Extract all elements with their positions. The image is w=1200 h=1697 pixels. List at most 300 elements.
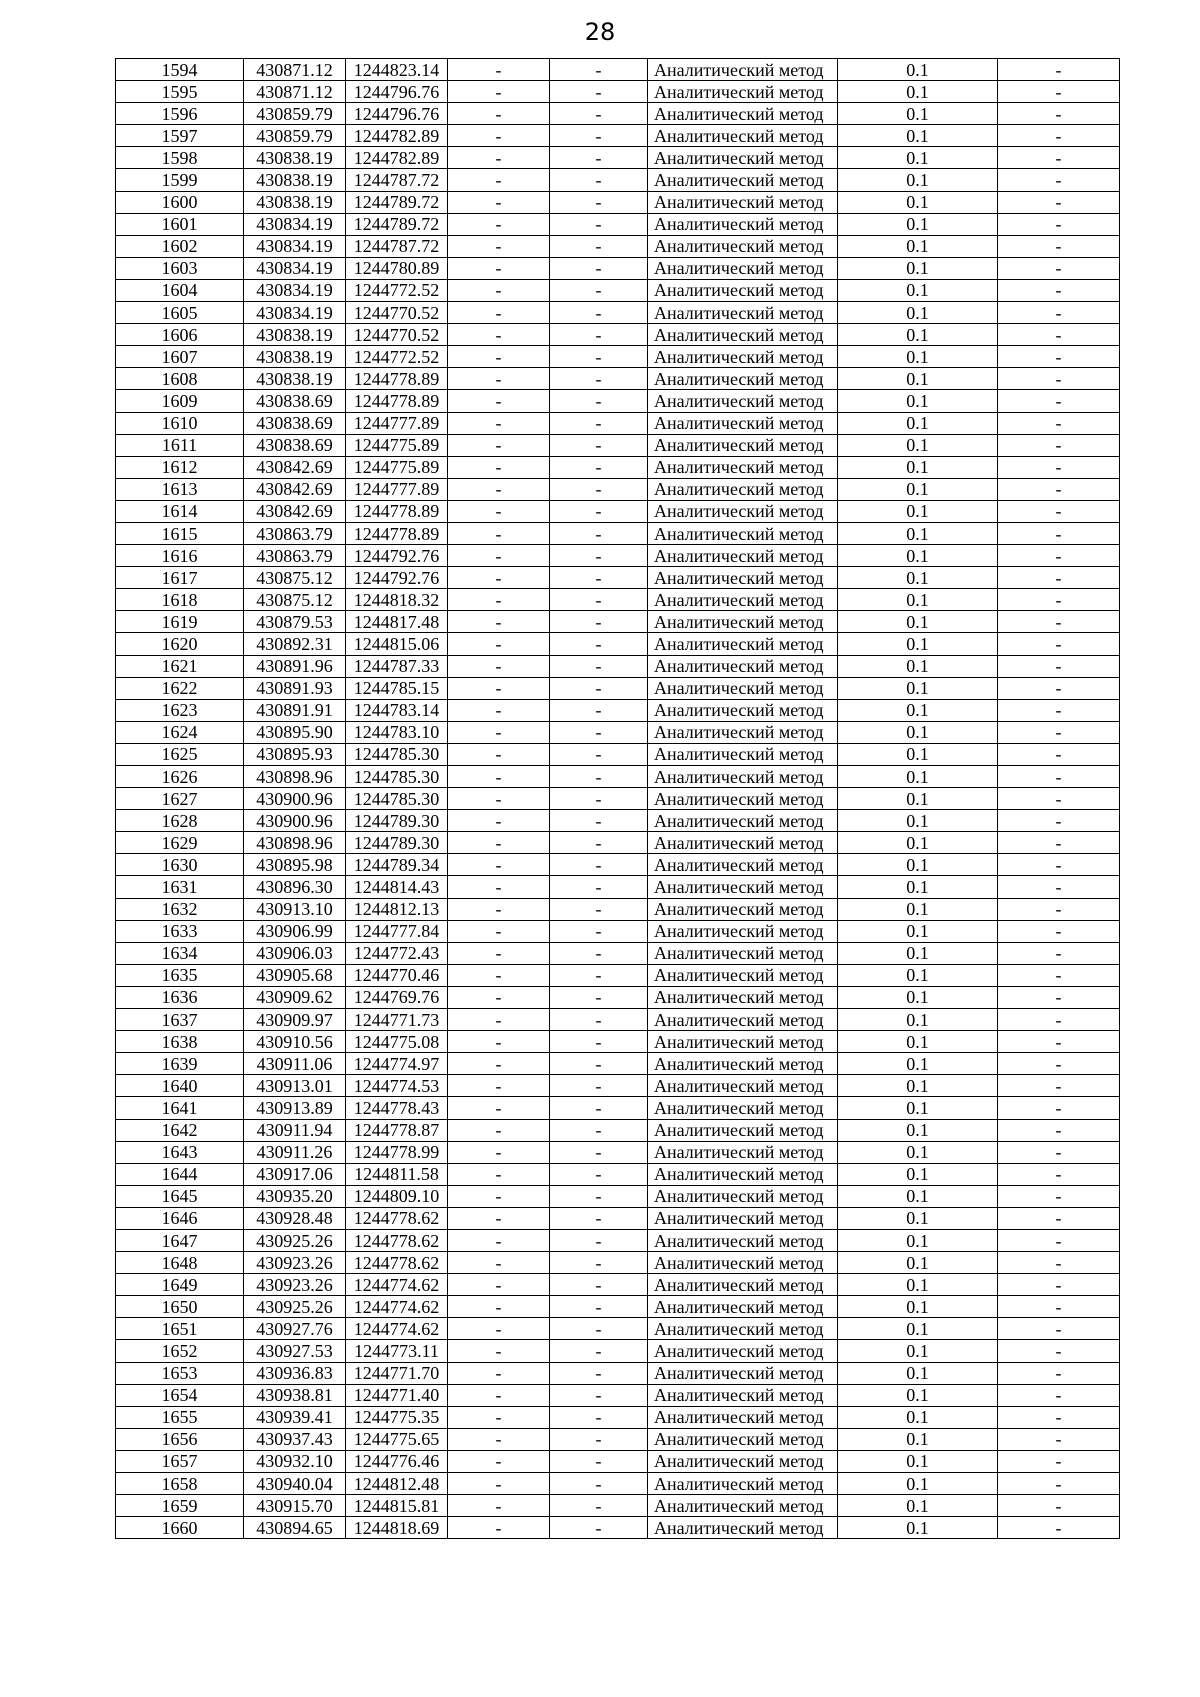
x-coordinate-cell: 430834.19	[244, 302, 346, 324]
method-cell: Аналитический метод	[648, 390, 838, 412]
dash-cell: -	[998, 788, 1120, 810]
point-number-cell: 1627	[116, 788, 244, 810]
point-number-cell: 1654	[116, 1384, 244, 1406]
dash-cell: -	[448, 1229, 550, 1251]
method-cell: Аналитический метод	[648, 346, 838, 368]
dash-cell: -	[448, 1031, 550, 1053]
method-cell: Аналитический метод	[648, 655, 838, 677]
accuracy-cell: 0.1	[838, 964, 998, 986]
y-coordinate-cell: 1244778.87	[346, 1119, 448, 1141]
accuracy-cell: 0.1	[838, 500, 998, 522]
method-cell: Аналитический метод	[648, 986, 838, 1008]
table-row	[116, 1473, 1120, 1495]
point-number-cell: 1643	[116, 1141, 244, 1163]
accuracy-cell: 0.1	[838, 1517, 998, 1539]
dash-cell: -	[998, 1428, 1120, 1450]
table-row	[116, 1384, 1120, 1406]
y-coordinate-cell: 1244815.06	[346, 633, 448, 655]
method-cell: Аналитический метод	[648, 1207, 838, 1229]
x-coordinate-cell: 430906.03	[244, 942, 346, 964]
table-row	[116, 677, 1120, 699]
dash-cell: -	[998, 213, 1120, 235]
dash-cell: -	[998, 235, 1120, 257]
point-number-cell: 1594	[116, 59, 244, 81]
y-coordinate-cell: 1244773.11	[346, 1340, 448, 1362]
y-coordinate-cell: 1244796.76	[346, 103, 448, 125]
y-coordinate-cell: 1244778.89	[346, 368, 448, 390]
dash-cell: -	[550, 1252, 648, 1274]
table-row	[116, 1229, 1120, 1251]
dash-cell: -	[998, 1362, 1120, 1384]
dash-cell: -	[550, 279, 648, 301]
dash-cell: -	[448, 589, 550, 611]
point-number-cell: 1624	[116, 721, 244, 743]
dash-cell: -	[998, 456, 1120, 478]
x-coordinate-cell: 430838.19	[244, 169, 346, 191]
accuracy-cell: 0.1	[838, 1406, 998, 1428]
accuracy-cell: 0.1	[838, 1384, 998, 1406]
y-coordinate-cell: 1244777.84	[346, 920, 448, 942]
x-coordinate-cell: 430909.97	[244, 1009, 346, 1031]
dash-cell: -	[550, 1141, 648, 1163]
accuracy-cell: 0.1	[838, 810, 998, 832]
dash-cell: -	[448, 390, 550, 412]
dash-cell: -	[550, 1384, 648, 1406]
accuracy-cell: 0.1	[838, 1141, 998, 1163]
dash-cell: -	[550, 611, 648, 633]
table-row	[116, 1252, 1120, 1274]
dash-cell: -	[998, 810, 1120, 832]
y-coordinate-cell: 1244812.48	[346, 1473, 448, 1495]
dash-cell: -	[448, 191, 550, 213]
point-number-cell: 1611	[116, 434, 244, 456]
accuracy-cell: 0.1	[838, 832, 998, 854]
point-number-cell: 1626	[116, 766, 244, 788]
dash-cell: -	[550, 1009, 648, 1031]
dash-cell: -	[998, 500, 1120, 522]
y-coordinate-cell: 1244775.89	[346, 434, 448, 456]
y-coordinate-cell: 1244783.10	[346, 721, 448, 743]
method-cell: Аналитический метод	[648, 522, 838, 544]
method-cell: Аналитический метод	[648, 920, 838, 942]
method-cell: Аналитический метод	[648, 1185, 838, 1207]
point-number-cell: 1613	[116, 478, 244, 500]
table-row	[116, 522, 1120, 544]
method-cell: Аналитический метод	[648, 1031, 838, 1053]
x-coordinate-cell: 430913.01	[244, 1075, 346, 1097]
x-coordinate-cell: 430911.06	[244, 1053, 346, 1075]
point-number-cell: 1618	[116, 589, 244, 611]
dash-cell: -	[998, 1318, 1120, 1340]
method-cell: Аналитический метод	[648, 854, 838, 876]
dash-cell: -	[550, 721, 648, 743]
table-row	[116, 1296, 1120, 1318]
y-coordinate-cell: 1244785.30	[346, 743, 448, 765]
y-coordinate-cell: 1244789.72	[346, 213, 448, 235]
table-row	[116, 1097, 1120, 1119]
x-coordinate-cell: 430838.19	[244, 346, 346, 368]
dash-cell: -	[998, 1340, 1120, 1362]
dash-cell: -	[998, 478, 1120, 500]
point-number-cell: 1632	[116, 898, 244, 920]
table-row	[116, 611, 1120, 633]
method-cell: Аналитический метод	[648, 766, 838, 788]
x-coordinate-cell: 430896.30	[244, 876, 346, 898]
x-coordinate-cell: 430915.70	[244, 1495, 346, 1517]
point-number-cell: 1648	[116, 1252, 244, 1274]
table-row	[116, 169, 1120, 191]
dash-cell: -	[448, 633, 550, 655]
table-row	[116, 456, 1120, 478]
x-coordinate-cell: 430875.12	[244, 589, 346, 611]
y-coordinate-cell: 1244774.53	[346, 1075, 448, 1097]
y-coordinate-cell: 1244774.62	[346, 1274, 448, 1296]
table-row	[116, 1141, 1120, 1163]
dash-cell: -	[550, 942, 648, 964]
method-cell: Аналитический метод	[648, 810, 838, 832]
point-number-cell: 1602	[116, 235, 244, 257]
method-cell: Аналитический метод	[648, 545, 838, 567]
x-coordinate-cell: 430923.26	[244, 1274, 346, 1296]
point-number-cell: 1644	[116, 1163, 244, 1185]
accuracy-cell: 0.1	[838, 942, 998, 964]
dash-cell: -	[448, 1119, 550, 1141]
dash-cell: -	[448, 456, 550, 478]
dash-cell: -	[448, 699, 550, 721]
x-coordinate-cell: 430906.99	[244, 920, 346, 942]
dash-cell: -	[550, 633, 648, 655]
dash-cell: -	[550, 920, 648, 942]
dash-cell: -	[998, 1473, 1120, 1495]
dash-cell: -	[550, 412, 648, 434]
y-coordinate-cell: 1244809.10	[346, 1185, 448, 1207]
method-cell: Аналитический метод	[648, 368, 838, 390]
accuracy-cell: 0.1	[838, 898, 998, 920]
method-cell: Аналитический метод	[648, 1318, 838, 1340]
x-coordinate-cell: 430927.76	[244, 1318, 346, 1340]
dash-cell: -	[448, 434, 550, 456]
dash-cell: -	[448, 1340, 550, 1362]
y-coordinate-cell: 1244775.08	[346, 1031, 448, 1053]
table-row	[116, 1009, 1120, 1031]
method-cell: Аналитический метод	[648, 302, 838, 324]
y-coordinate-cell: 1244772.52	[346, 279, 448, 301]
dash-cell: -	[550, 766, 648, 788]
dash-cell: -	[448, 611, 550, 633]
x-coordinate-cell: 430891.93	[244, 677, 346, 699]
y-coordinate-cell: 1244817.48	[346, 611, 448, 633]
method-cell: Аналитический метод	[648, 721, 838, 743]
method-cell: Аналитический метод	[648, 1053, 838, 1075]
point-number-cell: 1621	[116, 655, 244, 677]
accuracy-cell: 0.1	[838, 1163, 998, 1185]
dash-cell: -	[550, 1207, 648, 1229]
x-coordinate-cell: 430895.90	[244, 721, 346, 743]
table-row	[116, 1428, 1120, 1450]
dash-cell: -	[998, 59, 1120, 81]
point-number-cell: 1660	[116, 1517, 244, 1539]
point-number-cell: 1625	[116, 743, 244, 765]
dash-cell: -	[448, 302, 550, 324]
table-row	[116, 1274, 1120, 1296]
x-coordinate-cell: 430838.69	[244, 412, 346, 434]
dash-cell: -	[448, 1406, 550, 1428]
table-row	[116, 743, 1120, 765]
table-row	[116, 81, 1120, 103]
dash-cell: -	[550, 1495, 648, 1517]
point-number-cell: 1633	[116, 920, 244, 942]
dash-cell: -	[448, 898, 550, 920]
dash-cell: -	[998, 1119, 1120, 1141]
dash-cell: -	[448, 1362, 550, 1384]
dash-cell: -	[448, 854, 550, 876]
dash-cell: -	[998, 390, 1120, 412]
x-coordinate-cell: 430834.19	[244, 257, 346, 279]
y-coordinate-cell: 1244811.58	[346, 1163, 448, 1185]
y-coordinate-cell: 1244785.15	[346, 677, 448, 699]
accuracy-cell: 0.1	[838, 1252, 998, 1274]
accuracy-cell: 0.1	[838, 169, 998, 191]
dash-cell: -	[550, 81, 648, 103]
dash-cell: -	[448, 1296, 550, 1318]
x-coordinate-cell: 430879.53	[244, 611, 346, 633]
table-row	[116, 125, 1120, 147]
x-coordinate-cell: 430939.41	[244, 1406, 346, 1428]
dash-cell: -	[448, 1517, 550, 1539]
table-row	[116, 876, 1120, 898]
method-cell: Аналитический метод	[648, 1274, 838, 1296]
dash-cell: -	[448, 478, 550, 500]
accuracy-cell: 0.1	[838, 1473, 998, 1495]
accuracy-cell: 0.1	[838, 1207, 998, 1229]
y-coordinate-cell: 1244814.43	[346, 876, 448, 898]
y-coordinate-cell: 1244770.52	[346, 324, 448, 346]
x-coordinate-cell: 430927.53	[244, 1340, 346, 1362]
table-row	[116, 324, 1120, 346]
dash-cell: -	[998, 898, 1120, 920]
accuracy-cell: 0.1	[838, 81, 998, 103]
x-coordinate-cell: 430834.19	[244, 235, 346, 257]
point-number-cell: 1612	[116, 456, 244, 478]
accuracy-cell: 0.1	[838, 743, 998, 765]
dash-cell: -	[550, 1053, 648, 1075]
dash-cell: -	[448, 920, 550, 942]
dash-cell: -	[998, 1031, 1120, 1053]
table-row	[116, 920, 1120, 942]
dash-cell: -	[448, 1009, 550, 1031]
method-cell: Аналитический метод	[648, 324, 838, 346]
table-row	[116, 412, 1120, 434]
dash-cell: -	[550, 986, 648, 1008]
dash-cell: -	[550, 500, 648, 522]
y-coordinate-cell: 1244772.52	[346, 346, 448, 368]
accuracy-cell: 0.1	[838, 346, 998, 368]
table-row	[116, 1207, 1120, 1229]
accuracy-cell: 0.1	[838, 390, 998, 412]
y-coordinate-cell: 1244774.62	[346, 1318, 448, 1340]
dash-cell: -	[448, 567, 550, 589]
point-number-cell: 1603	[116, 257, 244, 279]
dash-cell: -	[550, 191, 648, 213]
x-coordinate-cell: 430863.79	[244, 545, 346, 567]
table-row	[116, 1406, 1120, 1428]
accuracy-cell: 0.1	[838, 854, 998, 876]
method-cell: Аналитический метод	[648, 1075, 838, 1097]
dash-cell: -	[550, 1406, 648, 1428]
dash-cell: -	[998, 346, 1120, 368]
y-coordinate-cell: 1244796.76	[346, 81, 448, 103]
method-cell: Аналитический метод	[648, 257, 838, 279]
dash-cell: -	[550, 1163, 648, 1185]
y-coordinate-cell: 1244778.99	[346, 1141, 448, 1163]
method-cell: Аналитический метод	[648, 1384, 838, 1406]
dash-cell: -	[448, 412, 550, 434]
y-coordinate-cell: 1244770.46	[346, 964, 448, 986]
accuracy-cell: 0.1	[838, 213, 998, 235]
dash-cell: -	[550, 545, 648, 567]
dash-cell: -	[448, 545, 550, 567]
x-coordinate-cell: 430911.26	[244, 1141, 346, 1163]
dash-cell: -	[550, 125, 648, 147]
y-coordinate-cell: 1244778.62	[346, 1252, 448, 1274]
point-number-cell: 1652	[116, 1340, 244, 1362]
method-cell: Аналитический метод	[648, 169, 838, 191]
dash-cell: -	[998, 1274, 1120, 1296]
dash-cell: -	[550, 522, 648, 544]
point-number-cell: 1642	[116, 1119, 244, 1141]
method-cell: Аналитический метод	[648, 942, 838, 964]
accuracy-cell: 0.1	[838, 611, 998, 633]
dash-cell: -	[448, 986, 550, 1008]
point-number-cell: 1601	[116, 213, 244, 235]
accuracy-cell: 0.1	[838, 1009, 998, 1031]
x-coordinate-cell: 430871.12	[244, 81, 346, 103]
point-number-cell: 1651	[116, 1318, 244, 1340]
x-coordinate-cell: 430928.48	[244, 1207, 346, 1229]
table-row	[116, 1318, 1120, 1340]
y-coordinate-cell: 1244789.30	[346, 810, 448, 832]
dash-cell: -	[448, 788, 550, 810]
dash-cell: -	[550, 147, 648, 169]
dash-cell: -	[550, 346, 648, 368]
method-cell: Аналитический метод	[648, 677, 838, 699]
point-number-cell: 1636	[116, 986, 244, 1008]
dash-cell: -	[448, 59, 550, 81]
x-coordinate-cell: 430900.96	[244, 788, 346, 810]
table-row	[116, 346, 1120, 368]
table-row	[116, 257, 1120, 279]
dash-cell: -	[550, 1229, 648, 1251]
dash-cell: -	[998, 1450, 1120, 1472]
method-cell: Аналитический метод	[648, 589, 838, 611]
method-cell: Аналитический метод	[648, 1428, 838, 1450]
y-coordinate-cell: 1244785.30	[346, 788, 448, 810]
method-cell: Аналитический метод	[648, 699, 838, 721]
table-row	[116, 147, 1120, 169]
dash-cell: -	[550, 1517, 648, 1539]
accuracy-cell: 0.1	[838, 302, 998, 324]
dash-cell: -	[998, 854, 1120, 876]
dash-cell: -	[448, 500, 550, 522]
method-cell: Аналитический метод	[648, 1163, 838, 1185]
accuracy-cell: 0.1	[838, 59, 998, 81]
y-coordinate-cell: 1244782.89	[346, 147, 448, 169]
x-coordinate-cell: 430898.96	[244, 832, 346, 854]
dash-cell: -	[550, 302, 648, 324]
dash-cell: -	[448, 279, 550, 301]
dash-cell: -	[550, 1274, 648, 1296]
method-cell: Аналитический метод	[648, 1119, 838, 1141]
x-coordinate-cell: 430895.98	[244, 854, 346, 876]
dash-cell: -	[448, 1185, 550, 1207]
dash-cell: -	[998, 1495, 1120, 1517]
dash-cell: -	[998, 125, 1120, 147]
table-row	[116, 1495, 1120, 1517]
point-number-cell: 1598	[116, 147, 244, 169]
method-cell: Аналитический метод	[648, 1229, 838, 1251]
table-row	[116, 567, 1120, 589]
point-number-cell: 1628	[116, 810, 244, 832]
y-coordinate-cell: 1244792.76	[346, 545, 448, 567]
table-row	[116, 545, 1120, 567]
y-coordinate-cell: 1244771.73	[346, 1009, 448, 1031]
table-row	[116, 832, 1120, 854]
method-cell: Аналитический метод	[648, 1517, 838, 1539]
dash-cell: -	[550, 324, 648, 346]
x-coordinate-cell: 430891.96	[244, 655, 346, 677]
dash-cell: -	[998, 1252, 1120, 1274]
dash-cell: -	[998, 1229, 1120, 1251]
table-row	[116, 235, 1120, 257]
dash-cell: -	[998, 633, 1120, 655]
dash-cell: -	[550, 567, 648, 589]
dash-cell: -	[448, 1450, 550, 1472]
x-coordinate-cell: 430838.19	[244, 368, 346, 390]
point-number-cell: 1615	[116, 522, 244, 544]
x-coordinate-cell: 430875.12	[244, 567, 346, 589]
table-row	[116, 1119, 1120, 1141]
point-number-cell: 1604	[116, 279, 244, 301]
dash-cell: -	[448, 1428, 550, 1450]
dash-cell: -	[448, 677, 550, 699]
table-row	[116, 368, 1120, 390]
y-coordinate-cell: 1244777.89	[346, 478, 448, 500]
dash-cell: -	[448, 721, 550, 743]
dash-cell: -	[998, 942, 1120, 964]
accuracy-cell: 0.1	[838, 368, 998, 390]
accuracy-cell: 0.1	[838, 235, 998, 257]
dash-cell: -	[448, 810, 550, 832]
y-coordinate-cell: 1244787.72	[346, 169, 448, 191]
method-cell: Аналитический метод	[648, 103, 838, 125]
accuracy-cell: 0.1	[838, 456, 998, 478]
table-row	[116, 103, 1120, 125]
x-coordinate-cell: 430895.93	[244, 743, 346, 765]
point-number-cell: 1596	[116, 103, 244, 125]
dash-cell: -	[448, 1384, 550, 1406]
table-row	[116, 302, 1120, 324]
method-cell: Аналитический метод	[648, 213, 838, 235]
y-coordinate-cell: 1244818.32	[346, 589, 448, 611]
dash-cell: -	[550, 1075, 648, 1097]
dash-cell: -	[550, 788, 648, 810]
point-number-cell: 1645	[116, 1185, 244, 1207]
dash-cell: -	[550, 1296, 648, 1318]
dash-cell: -	[998, 257, 1120, 279]
point-number-cell: 1609	[116, 390, 244, 412]
dash-cell: -	[998, 920, 1120, 942]
table-row	[116, 1031, 1120, 1053]
